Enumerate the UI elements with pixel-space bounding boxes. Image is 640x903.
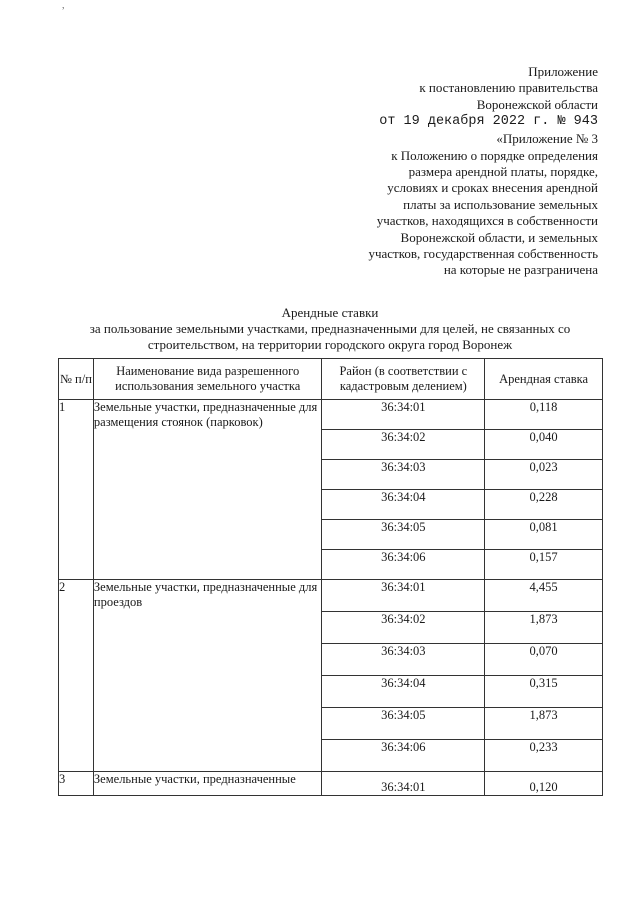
- row-number: 1: [59, 400, 94, 580]
- column-header-district: Район (в соответствии с кадастровым делением): [322, 359, 485, 400]
- title-line: Арендные ставки: [281, 305, 379, 320]
- district-cell: 36:34:03: [322, 460, 485, 490]
- rate-cell: 0,023: [485, 460, 603, 490]
- header-line: Приложение: [528, 64, 598, 79]
- table-row: [59, 772, 603, 796]
- header-sub-line: платы за использование земельных: [403, 196, 598, 212]
- district-cell: 36:34:05: [322, 520, 485, 550]
- document-title: [60, 305, 600, 353]
- column-header-number: № п/п: [59, 359, 94, 400]
- district-cell: 36:34:06: [322, 550, 485, 580]
- district-cell: 36:34:01: [322, 772, 485, 796]
- title-line: за пользование земельными участками, предназначенными для целей, не связанных со: [89, 321, 571, 336]
- rate-cell: 1,873: [485, 708, 603, 740]
- district-cell: 36:34:02: [322, 430, 485, 460]
- header-sub-line: участков, государственная собственность: [368, 246, 598, 262]
- header-sub-line: к Положению о порядке определения: [391, 147, 598, 163]
- rate-cell: 0,118: [485, 400, 603, 430]
- header-sub-line: на которые не разграничена: [443, 262, 598, 278]
- appendix-header: [368, 64, 598, 279]
- district-cell: 36:34:03: [322, 644, 485, 676]
- usage-name: Земельные участки, предназначенные для проездов: [93, 580, 322, 772]
- district-cell: 36:34:06: [322, 740, 485, 772]
- district-cell: 36:34:01: [322, 400, 485, 430]
- usage-name: Земельные участки, предназначенные: [93, 772, 322, 796]
- row-number: 2: [59, 580, 94, 772]
- rate-cell: 0,070: [485, 644, 603, 676]
- rate-cell: 0,081: [485, 520, 603, 550]
- decree-date: от 19 декабря 2022 г. № 943: [379, 114, 598, 130]
- header-line: Воронежской области: [476, 96, 598, 112]
- district-cell: 36:34:04: [322, 490, 485, 520]
- header-sub-line: участков, находящихся в собственности: [376, 213, 598, 229]
- column-header-usage: Наименование вида разрешенного использования земельного участка: [93, 359, 322, 400]
- rate-cell: 4,455: [485, 580, 603, 612]
- header-subtext: [368, 131, 598, 279]
- header-sub-line: условиях и сроках внесения арендной: [387, 180, 598, 196]
- header-line: к постановлению правительства: [419, 80, 598, 96]
- district-cell: 36:34:02: [322, 612, 485, 644]
- header-sub-line: Воронежской области, и земельных: [400, 229, 598, 245]
- table-row: [59, 400, 603, 430]
- header-sub-line: размера арендной платы, порядке,: [408, 164, 598, 180]
- corner-mark: ,: [62, 0, 65, 11]
- district-cell: 36:34:05: [322, 708, 485, 740]
- column-header-rate: Арендная ставка: [485, 359, 603, 400]
- table-header-row: [59, 359, 603, 400]
- district-cell: 36:34:01: [322, 580, 485, 612]
- rate-cell: 0,157: [485, 550, 603, 580]
- rate-cell: 0,315: [485, 676, 603, 708]
- rate-cell: 0,040: [485, 430, 603, 460]
- rate-cell: 0,120: [485, 772, 603, 796]
- rate-cell: 0,233: [485, 740, 603, 772]
- header-sub-line: «Приложение № 3: [496, 131, 598, 147]
- table-row: [59, 580, 603, 612]
- row-number: 3: [59, 772, 94, 796]
- rate-cell: 0,228: [485, 490, 603, 520]
- usage-name: Земельные участки, предназначенные для размещения стоянок (парковок): [93, 400, 322, 580]
- rate-cell: 1,873: [485, 612, 603, 644]
- rates-table: [58, 358, 603, 796]
- district-cell: 36:34:04: [322, 676, 485, 708]
- title-line: строительством, на территории городского округа город Воронеж: [147, 337, 513, 352]
